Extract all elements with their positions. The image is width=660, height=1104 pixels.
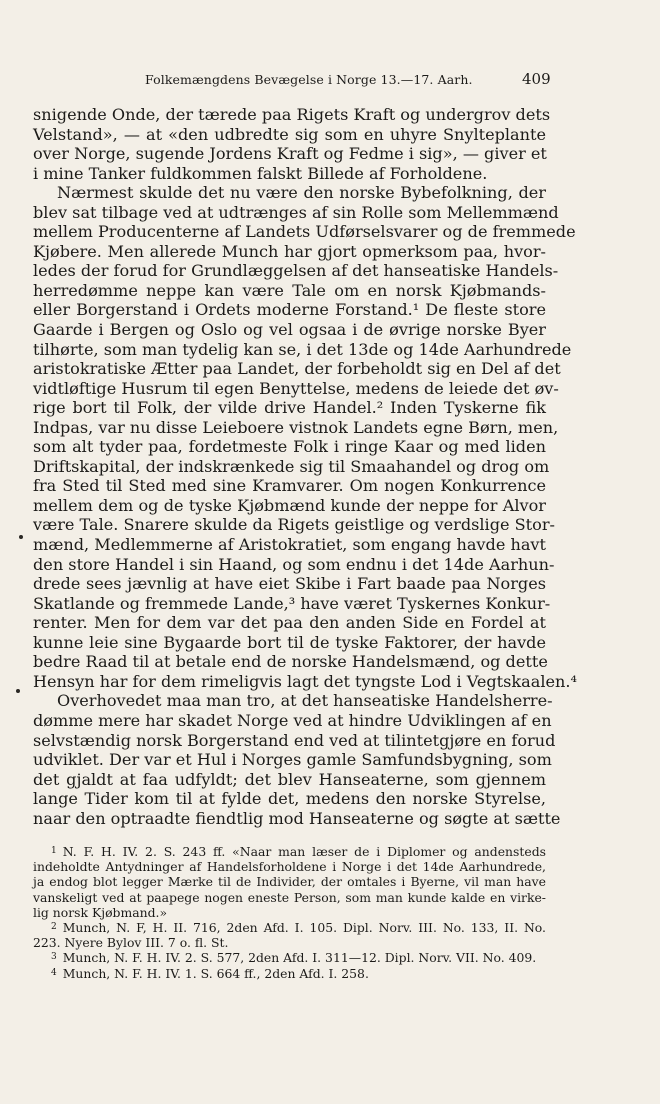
body-line: selvstændig norsk Borgerstand end ved at tilintetgjøre en forud bbox=[33, 730, 556, 750]
body-line: snigende Onde, der tærede paa Rigets Kraft og undergrov dets bbox=[33, 105, 551, 124]
body-line: drede sees jævnlig at have eiet Skibe i Fart baade paa Norges bbox=[33, 574, 546, 594]
margin-speck bbox=[16, 689, 20, 693]
body-line: mænd, Medlemmerne af Aristokratiet, som engang havde havt bbox=[33, 535, 546, 555]
body-line: ledes der forud for Grundlæggelsen af det hanseatiske Handels- bbox=[33, 261, 559, 281]
body-line: Hensyn har for dem rimeligvis lagt det tyngste Lod i Vegtskaalen.⁴ bbox=[33, 671, 577, 691]
footnote-marker: 1 bbox=[51, 846, 57, 856]
body-line: renter. Men for dem var det paa den anden Side en Fordel at bbox=[33, 613, 546, 633]
footnote-line: vanskeligt ved at paapege nogen eneste Person, som man kunde kalde en virke- bbox=[33, 889, 546, 905]
margin-speck bbox=[19, 535, 23, 539]
body-text bbox=[33, 105, 577, 828]
body-line: vidtløftige Husrum til egen Benyttelse, medens de leiede det øv- bbox=[33, 378, 559, 398]
body-line: fra Sted til Sted med sine Kramvarer. Om nogen Konkurrence bbox=[33, 476, 546, 496]
body-line: i mine Tanker fuldkommen falskt Billede af Forholdene. bbox=[33, 163, 488, 183]
body-line: være Tale. Snarere skulde da Rigets geistlige og verdslige Stor- bbox=[33, 515, 555, 535]
body-line: kunne leie sine Bygaarde bort til de tyske Faktorer, der havde bbox=[33, 632, 546, 652]
body-line: tilhørte, som man tydelig kan se, i det 13de og 14de Aarhundrede bbox=[33, 339, 572, 359]
body-line: eller Borgerstand i Ordets moderne Forstand.¹ De fleste store bbox=[33, 300, 546, 320]
footnote-line bbox=[33, 966, 546, 981]
body-line: aristokratiske Ætter paa Landet, der forbeholdt sig en Del af det bbox=[33, 359, 561, 379]
footnote-line bbox=[33, 950, 546, 965]
body-line: blev sat tilbage ved at udtrænges af sin Rolle som Mellemmænd bbox=[33, 202, 559, 222]
body-line: naar den optraadte fiendtlig mod Hanseaterne og søgte at sætte bbox=[33, 808, 561, 828]
body-line: det gjaldt at faa udfyldt; det blev Hanseaterne, som gjennem bbox=[33, 769, 546, 789]
body-line: Skatlande og fremmede Lande,³ have været Tyskernes Konkur- bbox=[33, 593, 551, 613]
body-line: bedre Raad til at betale end de norske Handelsmænd, og dette bbox=[33, 652, 548, 672]
footnote-line: ja endog blot legger Mærke til de Individer, der omtales i Byerne, vil man have bbox=[33, 874, 546, 890]
footnote-marker: 4 bbox=[51, 967, 57, 978]
footnote-line: lig norsk Kjøbmand.» bbox=[33, 904, 168, 920]
body-line: herredømme neppe kan være Tale om en norsk Kjøbmands- bbox=[33, 280, 546, 300]
body-line: Driftskapital, der indskrænkede sig til Smaahandel og drog om bbox=[33, 456, 550, 476]
footnote-line bbox=[33, 844, 546, 859]
running-head: Folkemængdens Bevægelse i Norge 13.—17. Aarh. bbox=[145, 72, 473, 87]
footnotes bbox=[33, 844, 546, 981]
body-line: Kjøbere. Men allerede Munch har gjort opmerksom paa, hvor- bbox=[33, 241, 546, 261]
body-line: mellem Producenterne af Landets Udførselsvarer og de fremmede bbox=[33, 222, 576, 242]
body-line: Gaarde i Bergen og Oslo og vel ogsaa i de øvrige norske Byer bbox=[33, 320, 546, 340]
body-line: mellem dem og de tyske Kjøbmænd kunde der neppe for Alvor bbox=[33, 495, 546, 515]
footnote-marker: 2 bbox=[51, 922, 57, 933]
page-number: 409 bbox=[522, 70, 551, 88]
body-line: Nærmest skulde det nu være den norske Bybefolkning, der bbox=[57, 183, 546, 203]
footnote-text: Munch, N. F. H. IV. 2. S. 577, 2den Afd. I. 311—12. Dipl. Norv. VII. No. 409. bbox=[62, 950, 537, 966]
body-line: lange Tider kom til at fylde det, medens den norske Styrelse, bbox=[33, 789, 546, 809]
body-line: over Norge, sugende Jordens Kraft og Fedme i sig», — giver et bbox=[33, 144, 547, 164]
body-line: rige bort til Folk, der vilde drive Handel.² Inden Tyskerne fik bbox=[33, 398, 546, 418]
footnote-line: indeholdte Antydninger af Handelsforholdene i Norge i det 14de Aarhundrede, bbox=[33, 859, 546, 875]
body-line: Overhovedet maa man tro, at det hanseatiske Handelsherre- bbox=[57, 691, 553, 711]
footnote-text: Munch, N. F. H. IV. 1. S. 664 ff., 2den Afd. I. 258. bbox=[62, 965, 369, 981]
footnote-text: N. F. H. IV. 2. S. 243 ff. «Naar man læser de i Diplomer og andensteds bbox=[62, 844, 546, 859]
body-line: udviklet. Der var et Hul i Norges gamle Samfundsbygning, som bbox=[33, 750, 552, 770]
body-line: dømme mere har skadet Norge ved at hindre Udviklingen af en bbox=[33, 710, 552, 730]
body-line: som alt tyder paa, fordetmeste Folk i ringe Kaar og med liden bbox=[33, 437, 546, 457]
footnote-line: 223. Nyere Bylov III. 7 o. fl. St. bbox=[33, 935, 229, 951]
body-line: den store Handel i sin Haand, og som endnu i det 14de Aarhun- bbox=[33, 554, 555, 574]
footnote-line bbox=[33, 920, 546, 935]
body-line: Indpas, var nu disse Leieboere vistnok Landets egne Børn, men, bbox=[33, 417, 559, 437]
footnote-text: Munch, N. F, H. II. 716, 2den Afd. I. 105. Dipl. Norv. III. No. 133, II. No. bbox=[62, 920, 546, 936]
footnote-marker: 3 bbox=[51, 952, 57, 963]
body-line: Velstand», — at «den udbredte sig som en uhyre Snylteplante bbox=[33, 124, 546, 144]
